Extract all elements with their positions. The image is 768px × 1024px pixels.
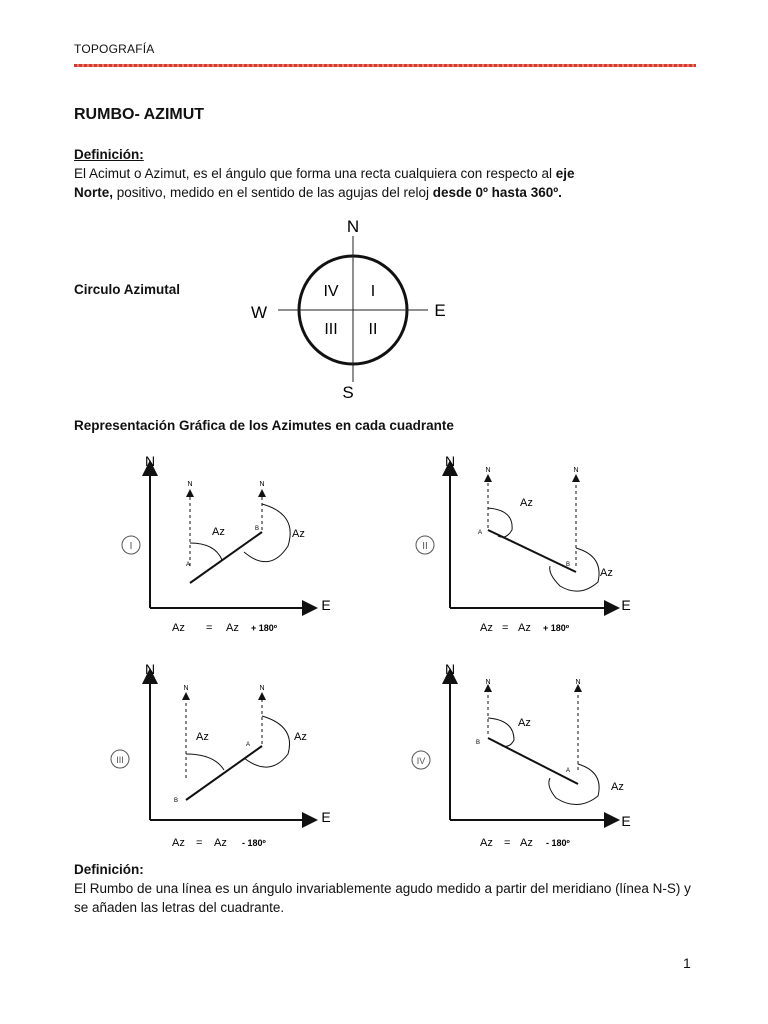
quadrant-badge-label: III bbox=[116, 755, 124, 765]
axis-north-label: N bbox=[144, 661, 156, 677]
axis-east-label: E bbox=[321, 597, 331, 613]
definition-bold-3: desde 0º hasta 360º. bbox=[432, 185, 562, 200]
graphics-heading: Representación Gráfica de los Azimutes en cada cuadrante bbox=[74, 418, 454, 433]
point-a-label: A bbox=[566, 768, 571, 774]
point-a-label: A bbox=[246, 742, 251, 748]
axis-north-label: N bbox=[444, 453, 456, 469]
point-a-label: A bbox=[478, 530, 483, 536]
point-b-label: B bbox=[255, 526, 260, 532]
diagram-quadrant-iii bbox=[111, 661, 331, 849]
formula-op: + 180º bbox=[543, 623, 570, 633]
quadrant-badge-label: I bbox=[129, 541, 133, 552]
quadrant-badge-label: II bbox=[422, 541, 428, 552]
axis-east-label: E bbox=[321, 809, 331, 825]
formula-equals: = bbox=[206, 622, 213, 634]
line-ab bbox=[186, 746, 262, 800]
line-ab bbox=[488, 738, 578, 784]
formula-op: + 180º bbox=[251, 623, 278, 633]
circle-caption: Circulo Azimutal bbox=[74, 282, 181, 297]
formula-mid: Az bbox=[214, 837, 227, 849]
quadrant-i-label: I bbox=[370, 283, 376, 300]
formula-mid: Az bbox=[520, 837, 533, 849]
page-number: 1 bbox=[683, 955, 691, 971]
meridian-label-a: N bbox=[187, 481, 193, 488]
az-label-b: Az bbox=[611, 781, 624, 793]
az-label-a: Az bbox=[212, 526, 225, 538]
angle-arc-a bbox=[488, 718, 514, 746]
axis-north-label: N bbox=[444, 661, 456, 677]
quadrant-iv-label: IV bbox=[323, 283, 339, 300]
quadrant-ii-label: II bbox=[368, 321, 378, 338]
diagram-quadrant-ii bbox=[416, 453, 631, 634]
diagram-quadrant-iv bbox=[412, 661, 631, 849]
az-label-a: Az bbox=[518, 717, 531, 729]
az-label-b: Az bbox=[600, 567, 613, 579]
meridian-label-a: N bbox=[183, 685, 189, 692]
circle-north-label: N bbox=[346, 217, 360, 236]
formula-equals: = bbox=[196, 837, 203, 849]
angle-arc-a bbox=[190, 543, 222, 560]
quadrant-iii-label: III bbox=[324, 321, 338, 338]
definition-heading: Definición: bbox=[74, 862, 144, 877]
formula-equals: = bbox=[502, 622, 509, 634]
az-label-b: Az bbox=[292, 528, 305, 540]
axis-east-label: E bbox=[621, 597, 631, 613]
formula-op: - 180º bbox=[242, 838, 266, 848]
definition-rumbo bbox=[74, 860, 696, 917]
az-label-a: Az bbox=[520, 497, 533, 509]
quadrant-diagrams bbox=[0, 448, 768, 860]
az-label-a: Az bbox=[196, 731, 209, 743]
meridian-label-b: N bbox=[259, 481, 265, 488]
definition-azimut bbox=[74, 145, 696, 202]
point-b-label: B bbox=[476, 740, 481, 746]
formula-equals: = bbox=[504, 837, 511, 849]
page-title: RUMBO- AZIMUT bbox=[74, 106, 205, 123]
formula-mid: Az bbox=[518, 622, 531, 634]
formula-op: - 180º bbox=[546, 838, 570, 848]
header-rule bbox=[74, 64, 696, 67]
diagram-quadrant-i bbox=[122, 453, 331, 634]
definition-bold-2: Norte, bbox=[74, 185, 114, 200]
circle-east-label: E bbox=[434, 301, 446, 320]
definition-text-1: El Acimut o Azimut, es el ángulo que forma una recta cualquiera con respecto al bbox=[74, 166, 556, 181]
meridian-label-a: N bbox=[485, 679, 491, 686]
quadrant-badge-label: IV bbox=[416, 756, 426, 766]
azimuthal-circle-diagram bbox=[240, 212, 460, 404]
definition-text-2: positivo, medido en el sentido de las agujas del reloj bbox=[113, 185, 433, 200]
meridian-label-b: N bbox=[573, 467, 579, 474]
formula-lhs: Az bbox=[480, 622, 493, 634]
meridian-label-b: N bbox=[259, 685, 265, 692]
az-label-b: Az bbox=[294, 731, 307, 743]
circle-south-label: S bbox=[342, 383, 354, 402]
definition-heading: Definición: bbox=[74, 147, 144, 162]
angle-arc-b bbox=[550, 548, 599, 591]
angle-arc-b bbox=[549, 764, 599, 805]
formula-lhs: Az bbox=[172, 837, 185, 849]
line-ab bbox=[488, 530, 576, 572]
running-header: TOPOGRAFÍA bbox=[74, 42, 155, 56]
definition-bold-1: eje bbox=[555, 166, 575, 181]
definition-text: El Rumbo de una línea es un ángulo invariablemente agudo medido a partir del meridiano (línea N-S) y se añaden las letras del cuadrante. bbox=[74, 881, 691, 915]
circle-west-label: W bbox=[250, 303, 268, 322]
angle-arc-b bbox=[244, 504, 290, 562]
formula-lhs: Az bbox=[172, 622, 185, 634]
meridian-label-a: N bbox=[485, 467, 491, 474]
meridian-label-b: N bbox=[575, 679, 581, 686]
point-b-label: B bbox=[566, 562, 571, 568]
angle-arc-a bbox=[186, 754, 224, 770]
point-a-label: A bbox=[186, 562, 191, 568]
axis-east-label: E bbox=[621, 813, 631, 829]
axis-north-label: N bbox=[144, 453, 156, 469]
formula-mid: Az bbox=[226, 622, 239, 634]
formula-lhs: Az bbox=[480, 837, 493, 849]
point-b-label: B bbox=[174, 798, 179, 804]
angle-arc-b bbox=[244, 716, 290, 767]
